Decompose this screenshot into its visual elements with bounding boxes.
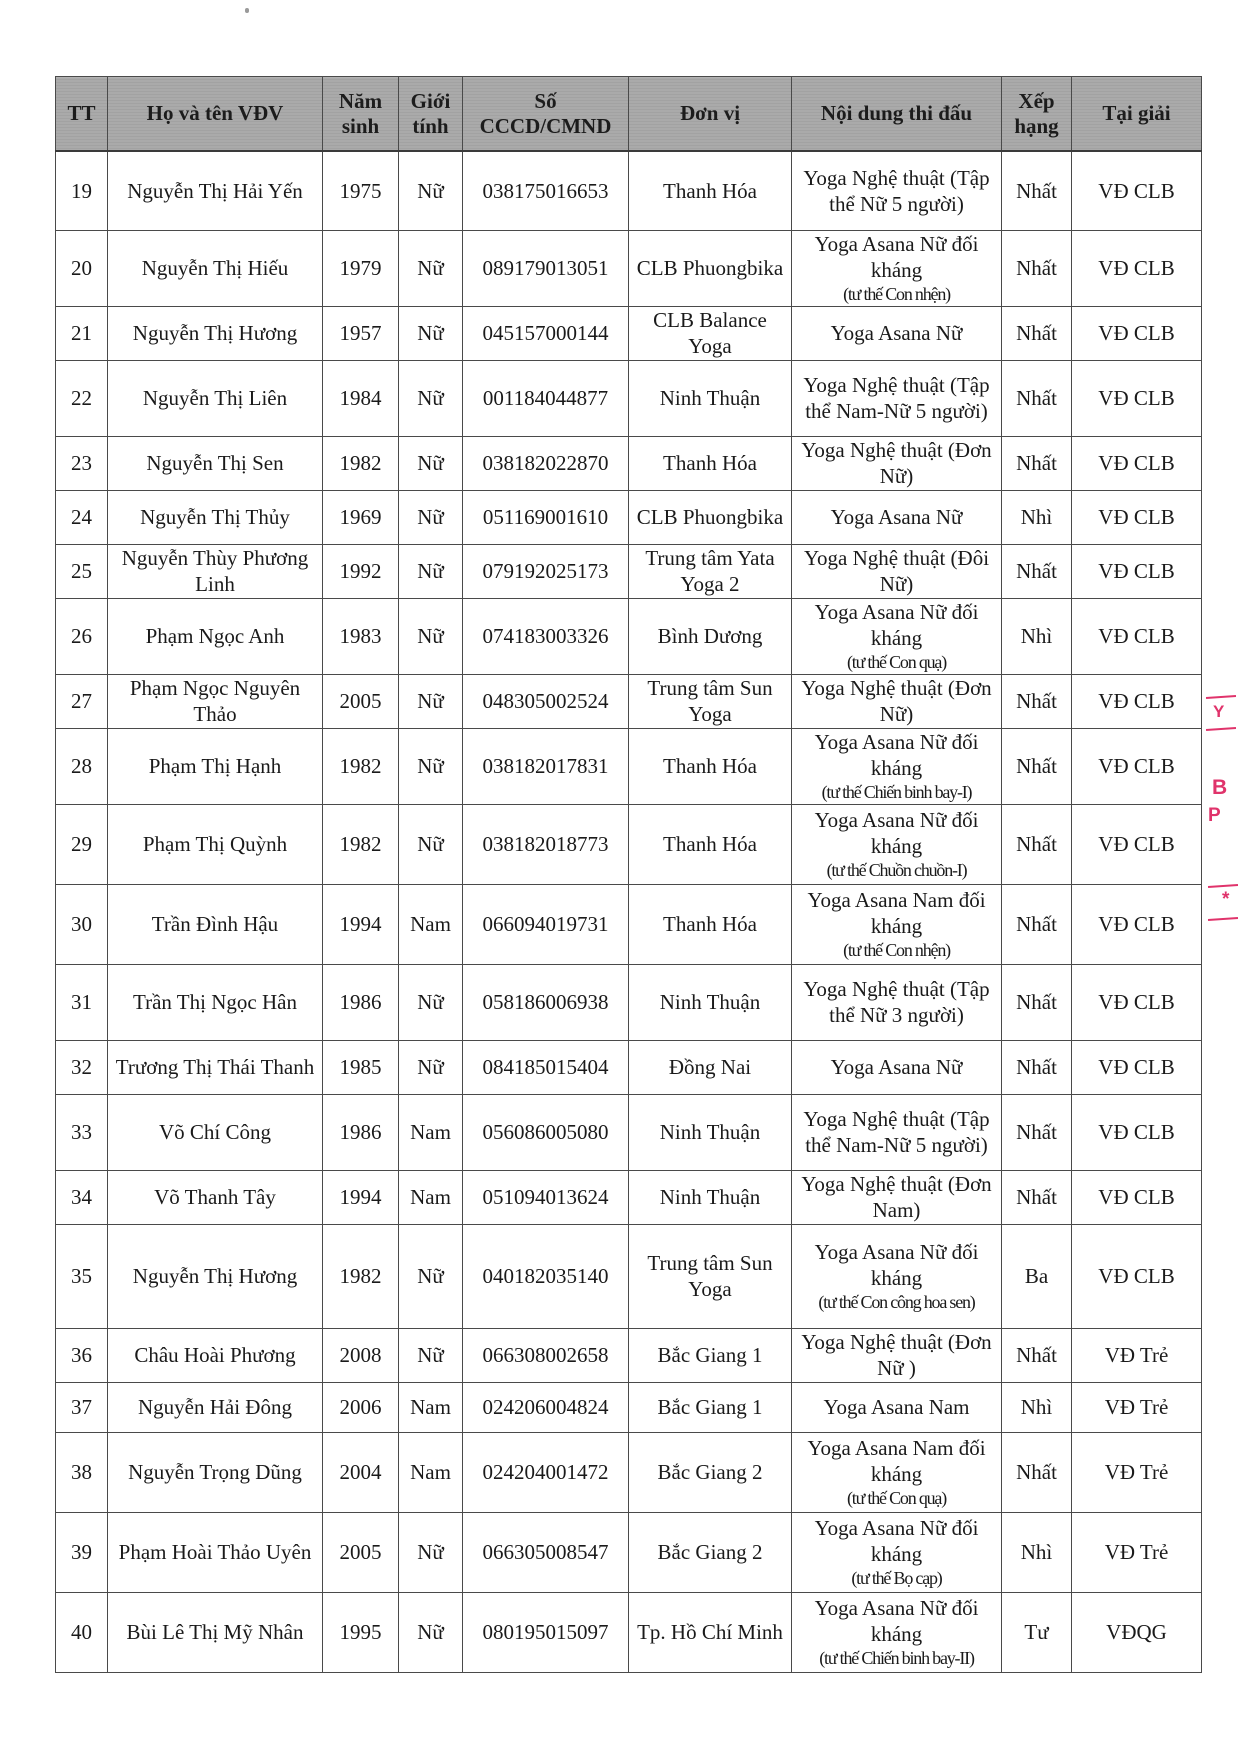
cell-birth-year: 1975 (323, 151, 399, 230)
cell-tt: 25 (56, 544, 108, 598)
cell-tt: 32 (56, 1040, 108, 1094)
cell-id-number: 040182035140 (463, 1224, 629, 1328)
cell-tournament: VĐ CLB (1072, 151, 1202, 230)
stamp-fragment: Y (1213, 702, 1225, 721)
table-row (56, 151, 1202, 230)
cell-tt: 39 (56, 1512, 108, 1592)
cell-name: Trần Đình Hậu (108, 884, 323, 964)
cell-rank: Tư (1002, 1592, 1072, 1672)
cell-rank: Nhì (1002, 598, 1072, 674)
cell-gender: Nam (399, 1094, 463, 1170)
event-pose: (tư thế Con quạ) (846, 652, 947, 672)
cell-tournament: VĐ CLB (1072, 598, 1202, 674)
header-event: Nội dung thi đấu (792, 77, 1002, 152)
table-row (56, 436, 1202, 490)
cell-unit: Bắc Giang 1 (629, 1382, 792, 1432)
cell-rank: Nhì (1002, 1382, 1072, 1432)
cell-birth-year: 1984 (323, 360, 399, 436)
cell-birth-year: 1982 (323, 1224, 399, 1328)
cell-gender: Nữ (399, 436, 463, 490)
cell-id-number: 066305008547 (463, 1512, 629, 1592)
cell-tt: 33 (56, 1094, 108, 1170)
table-row (56, 728, 1202, 804)
cell-name: Võ Chí Công (108, 1094, 323, 1170)
event-pose: (tư thế Chuồn chuồn-I) (826, 860, 967, 880)
event-label: Yoga Asana Nữ (830, 321, 963, 345)
event-label: Yoga Nghệ thuật (Đôi Nữ) (803, 546, 990, 596)
cell-id-number: 056086005080 (463, 1094, 629, 1170)
event-label: Yoga Asana Nam (823, 1395, 970, 1419)
cell-name: Phạm Ngọc Nguyên Thảo (108, 674, 323, 728)
cell-event (792, 1328, 1002, 1382)
cell-tournament: VĐ Trẻ (1072, 1432, 1202, 1512)
cell-unit: Thanh Hóa (629, 436, 792, 490)
cell-rank: Nhì (1002, 490, 1072, 544)
cell-id-number: 048305002524 (463, 674, 629, 728)
cell-birth-year: 1986 (323, 1094, 399, 1170)
cell-rank: Nhất (1002, 151, 1072, 230)
cell-gender: Nữ (399, 544, 463, 598)
cell-rank: Nhất (1002, 728, 1072, 804)
stamp-line (1206, 727, 1236, 731)
cell-tournament: VĐ CLB (1072, 544, 1202, 598)
cell-tt: 29 (56, 804, 108, 884)
cell-name: Châu Hoài Phương (108, 1328, 323, 1382)
cell-tournament: VĐ CLB (1072, 728, 1202, 804)
cell-name: Phạm Ngọc Anh (108, 598, 323, 674)
cell-tournament: VĐ Trẻ (1072, 1382, 1202, 1432)
stamp-fragment: * (1222, 889, 1230, 910)
cell-name: Nguyễn Hải Đông (108, 1382, 323, 1432)
cell-id-number: 001184044877 (463, 360, 629, 436)
cell-unit: Bắc Giang 1 (629, 1328, 792, 1382)
cell-id-number: 038175016653 (463, 151, 629, 230)
cell-name: Phạm Thị Hạnh (108, 728, 323, 804)
event-label: Yoga Asana Nữ (830, 505, 963, 529)
cell-rank: Nhất (1002, 1432, 1072, 1512)
cell-tt: 21 (56, 306, 108, 360)
cell-name: Nguyễn Thùy Phương Linh (108, 544, 323, 598)
cell-unit: Đồng Nai (629, 1040, 792, 1094)
cell-tt: 20 (56, 230, 108, 306)
cell-rank: Nhất (1002, 1328, 1072, 1382)
cell-birth-year: 1994 (323, 1170, 399, 1224)
table-row (56, 490, 1202, 544)
event-label: Yoga Asana Nữ (830, 1055, 963, 1079)
cell-event (792, 544, 1002, 598)
cell-id-number: 066308002658 (463, 1328, 629, 1382)
cell-rank: Nhì (1002, 1512, 1072, 1592)
cell-birth-year: 2004 (323, 1432, 399, 1512)
cell-name: Trần Thị Ngọc Hân (108, 964, 323, 1040)
table-row (56, 306, 1202, 360)
cell-gender: Nam (399, 1382, 463, 1432)
cell-birth-year: 1986 (323, 964, 399, 1040)
cell-id-number: 024206004824 (463, 1382, 629, 1432)
cell-birth-year: 2006 (323, 1382, 399, 1432)
cell-name: Phạm Thị Quỳnh (108, 804, 323, 884)
cell-birth-year: 1979 (323, 230, 399, 306)
cell-rank: Nhất (1002, 804, 1072, 884)
cell-gender: Nữ (399, 804, 463, 884)
cell-rank: Nhất (1002, 230, 1072, 306)
table-row (56, 884, 1202, 964)
cell-event (792, 1432, 1002, 1512)
table-row (56, 804, 1202, 884)
event-label: Yoga Nghệ thuật (Tập thể Nam-Nữ 5 người) (803, 373, 990, 423)
cell-tt: 31 (56, 964, 108, 1040)
cell-event (792, 306, 1002, 360)
cell-unit: CLB Balance Yoga (629, 306, 792, 360)
cell-name: Nguyễn Thị Thủy (108, 490, 323, 544)
event-label: Yoga Asana Nữ đối kháng (814, 730, 979, 780)
event-label: Yoga Asana Nữ đối kháng (814, 1596, 979, 1646)
cell-tournament: VĐ CLB (1072, 884, 1202, 964)
cell-tournament: VĐ CLB (1072, 230, 1202, 306)
cell-id-number: 038182022870 (463, 436, 629, 490)
cell-event (792, 1224, 1002, 1328)
cell-rank: Nhất (1002, 1040, 1072, 1094)
cell-name: Võ Thanh Tây (108, 1170, 323, 1224)
cell-gender: Nữ (399, 728, 463, 804)
cell-tournament: VĐ CLB (1072, 490, 1202, 544)
header-id-number: Số CCCD/CMND (463, 77, 629, 152)
cell-id-number: 084185015404 (463, 1040, 629, 1094)
event-label: Yoga Asana Nữ đối kháng (814, 1516, 979, 1566)
cell-id-number: 038182018773 (463, 804, 629, 884)
cell-tournament: VĐ CLB (1072, 1040, 1202, 1094)
scan-speck (245, 8, 249, 13)
cell-tt: 23 (56, 436, 108, 490)
cell-event (792, 1512, 1002, 1592)
cell-tournament: VĐ CLB (1072, 360, 1202, 436)
cell-id-number: 045157000144 (463, 306, 629, 360)
event-label: Yoga Asana Nữ đối kháng (814, 232, 979, 282)
cell-rank: Nhất (1002, 884, 1072, 964)
cell-name: Phạm Hoài Thảo Uyên (108, 1512, 323, 1592)
cell-event (792, 964, 1002, 1040)
cell-birth-year: 1957 (323, 306, 399, 360)
cell-unit: Ninh Thuận (629, 1094, 792, 1170)
cell-id-number: 080195015097 (463, 1592, 629, 1672)
cell-gender: Nữ (399, 151, 463, 230)
cell-birth-year: 2005 (323, 1512, 399, 1592)
cell-tournament: VĐ Trẻ (1072, 1512, 1202, 1592)
cell-rank: Nhất (1002, 436, 1072, 490)
cell-gender: Nữ (399, 1040, 463, 1094)
header-tt: TT (56, 77, 108, 152)
table-row (56, 1592, 1202, 1672)
cell-birth-year: 1992 (323, 544, 399, 598)
header-name: Họ và tên VĐV (108, 77, 323, 152)
cell-tt: 35 (56, 1224, 108, 1328)
stamp-fragment: P (1208, 805, 1221, 826)
event-label: Yoga Asana Nam đối kháng (807, 888, 986, 938)
header-birth-year: Năm sinh (323, 77, 399, 152)
event-label: Yoga Nghệ thuật (Đơn Nam) (801, 1172, 992, 1222)
cell-unit: Thanh Hóa (629, 884, 792, 964)
header-gender: Giới tính (399, 77, 463, 152)
header-unit: Đơn vị (629, 77, 792, 152)
cell-gender: Nữ (399, 674, 463, 728)
cell-id-number: 051169001610 (463, 490, 629, 544)
event-pose: (tư thế Con nhện) (843, 940, 950, 960)
cell-id-number: 051094013624 (463, 1170, 629, 1224)
table-row (56, 544, 1202, 598)
cell-tt: 19 (56, 151, 108, 230)
event-pose: (tư thế Con quạ) (846, 1488, 947, 1508)
cell-birth-year: 1982 (323, 728, 399, 804)
results-table (55, 76, 1202, 1673)
cell-unit: Bình Dương (629, 598, 792, 674)
header-row (56, 77, 1202, 152)
cell-tournament: VĐ CLB (1072, 1094, 1202, 1170)
cell-birth-year: 1969 (323, 490, 399, 544)
cell-gender: Nữ (399, 1512, 463, 1592)
cell-birth-year: 1982 (323, 804, 399, 884)
cell-id-number: 024204001472 (463, 1432, 629, 1512)
cell-tt: 38 (56, 1432, 108, 1512)
cell-tournament: VĐ CLB (1072, 674, 1202, 728)
cell-unit: Bắc Giang 2 (629, 1432, 792, 1512)
table-row (56, 360, 1202, 436)
event-label: Yoga Asana Nam đối kháng (807, 1436, 986, 1486)
cell-birth-year: 1985 (323, 1040, 399, 1094)
cell-tt: 28 (56, 728, 108, 804)
event-label: Yoga Nghệ thuật (Đơn Nữ ) (801, 1330, 992, 1380)
cell-tournament: VĐ CLB (1072, 1170, 1202, 1224)
table-row (56, 1170, 1202, 1224)
cell-unit: Ninh Thuận (629, 1170, 792, 1224)
table-row (56, 230, 1202, 306)
cell-tt: 30 (56, 884, 108, 964)
table-row (56, 598, 1202, 674)
cell-id-number: 066094019731 (463, 884, 629, 964)
cell-unit: Thanh Hóa (629, 804, 792, 884)
event-label: Yoga Asana Nữ đối kháng (814, 1240, 979, 1290)
cell-name: Nguyễn Thị Hương (108, 306, 323, 360)
table-row (56, 964, 1202, 1040)
cell-event (792, 360, 1002, 436)
table-row (56, 1040, 1202, 1094)
cell-tournament: VĐ CLB (1072, 804, 1202, 884)
cell-name: Nguyễn Thị Hiếu (108, 230, 323, 306)
cell-tt: 37 (56, 1382, 108, 1432)
cell-unit: CLB Phuongbika (629, 490, 792, 544)
cell-event (792, 151, 1002, 230)
cell-event (792, 728, 1002, 804)
cell-name: Nguyễn Thị Sen (108, 436, 323, 490)
cell-gender: Nữ (399, 1328, 463, 1382)
cell-id-number: 079192025173 (463, 544, 629, 598)
cell-gender: Nữ (399, 230, 463, 306)
cell-tournament: VĐ CLB (1072, 964, 1202, 1040)
cell-event (792, 1094, 1002, 1170)
header-tournament: Tại giải (1072, 77, 1202, 152)
cell-tt: 26 (56, 598, 108, 674)
cell-birth-year: 2005 (323, 674, 399, 728)
cell-unit: Trung tâm Sun Yoga (629, 1224, 792, 1328)
event-pose: (tư thế Con công hoa sen) (818, 1292, 975, 1312)
event-pose: (tư thế Bọ cạp) (851, 1568, 942, 1588)
cell-rank: Nhất (1002, 544, 1072, 598)
cell-birth-year: 1994 (323, 884, 399, 964)
cell-tournament: VĐQG (1072, 1592, 1202, 1672)
cell-unit: Thanh Hóa (629, 151, 792, 230)
table-row (56, 674, 1202, 728)
cell-gender: Nam (399, 884, 463, 964)
cell-gender: Nam (399, 1170, 463, 1224)
table-row (56, 1512, 1202, 1592)
cell-event (792, 1170, 1002, 1224)
cell-tournament: VĐ Trẻ (1072, 1328, 1202, 1382)
cell-rank: Nhất (1002, 1170, 1072, 1224)
cell-gender: Nữ (399, 306, 463, 360)
cell-event (792, 598, 1002, 674)
cell-id-number: 074183003326 (463, 598, 629, 674)
cell-unit: Tp. Hồ Chí Minh (629, 1592, 792, 1672)
cell-tt: 24 (56, 490, 108, 544)
cell-name: Trương Thị Thái Thanh (108, 1040, 323, 1094)
cell-gender: Nữ (399, 1592, 463, 1672)
table-row (56, 1094, 1202, 1170)
cell-rank: Nhất (1002, 674, 1072, 728)
cell-gender: Nữ (399, 964, 463, 1040)
cell-tt: 22 (56, 360, 108, 436)
event-label: Yoga Nghệ thuật (Tập thể Nữ 3 người) (803, 977, 990, 1027)
event-label: Yoga Asana Nữ đối kháng (814, 600, 979, 650)
table-row (56, 1328, 1202, 1382)
cell-name: Nguyễn Thị Hương (108, 1224, 323, 1328)
header-rank: Xếp hạng (1002, 77, 1072, 152)
cell-name: Nguyễn Thị Hải Yến (108, 151, 323, 230)
cell-event (792, 674, 1002, 728)
cell-unit: Bắc Giang 2 (629, 1512, 792, 1592)
stamp-fragment: B (1212, 776, 1228, 799)
table-body (56, 151, 1202, 1672)
table-row (56, 1382, 1202, 1432)
event-label: Yoga Nghệ thuật (Tập thể Nữ 5 người) (803, 165, 990, 216)
cell-event (792, 490, 1002, 544)
cell-event (792, 804, 1002, 884)
cell-unit: Trung tâm Yata Yoga 2 (629, 544, 792, 598)
event-label: Yoga Nghệ thuật (Đơn Nữ) (801, 676, 992, 726)
cell-name: Nguyễn Thị Liên (108, 360, 323, 436)
event-pose: (tư thế Chiến binh bay-I) (821, 782, 972, 802)
cell-id-number: 058186006938 (463, 964, 629, 1040)
cell-unit: Trung tâm Sun Yoga (629, 674, 792, 728)
stamp-line (1206, 695, 1236, 699)
stamp-line (1208, 884, 1238, 888)
cell-birth-year: 1995 (323, 1592, 399, 1672)
event-pose: (tư thế Chiến binh bay-II) (819, 1648, 974, 1668)
cell-birth-year: 1982 (323, 436, 399, 490)
cell-rank: Ba (1002, 1224, 1072, 1328)
cell-tt: 40 (56, 1592, 108, 1672)
cell-tournament: VĐ CLB (1072, 1224, 1202, 1328)
cell-tt: 36 (56, 1328, 108, 1382)
cell-name: Bùi Lê Thị Mỹ Nhân (108, 1592, 323, 1672)
cell-rank: Nhất (1002, 1094, 1072, 1170)
cell-rank: Nhất (1002, 964, 1072, 1040)
event-label: Yoga Nghệ thuật (Tập thể Nam-Nữ 5 người) (803, 1107, 990, 1157)
cell-tournament: VĐ CLB (1072, 306, 1202, 360)
cell-name: Nguyễn Trọng Dũng (108, 1432, 323, 1512)
cell-event (792, 1040, 1002, 1094)
cell-tt: 27 (56, 674, 108, 728)
event-label: Yoga Asana Nữ đối kháng (814, 808, 979, 858)
cell-event (792, 884, 1002, 964)
cell-unit: Thanh Hóa (629, 728, 792, 804)
cell-unit: Ninh Thuận (629, 964, 792, 1040)
cell-gender: Nữ (399, 490, 463, 544)
cell-tournament: VĐ CLB (1072, 436, 1202, 490)
event-pose: (tư thế Con nhện) (843, 284, 950, 304)
cell-event (792, 436, 1002, 490)
cell-birth-year: 1983 (323, 598, 399, 674)
cell-event (792, 1382, 1002, 1432)
table-row (56, 1432, 1202, 1512)
cell-gender: Nam (399, 1432, 463, 1512)
cell-gender: Nữ (399, 1224, 463, 1328)
cell-gender: Nữ (399, 360, 463, 436)
cell-unit: Ninh Thuận (629, 360, 792, 436)
cell-rank: Nhất (1002, 306, 1072, 360)
cell-id-number: 038182017831 (463, 728, 629, 804)
event-label: Yoga Nghệ thuật (Đơn Nữ) (801, 438, 992, 488)
cell-rank: Nhất (1002, 360, 1072, 436)
cell-id-number: 089179013051 (463, 230, 629, 306)
stamp-line (1208, 917, 1238, 921)
cell-tt: 34 (56, 1170, 108, 1224)
cell-birth-year: 2008 (323, 1328, 399, 1382)
cell-event (792, 230, 1002, 306)
cell-event (792, 1592, 1002, 1672)
cell-unit: CLB Phuongbika (629, 230, 792, 306)
table-row (56, 1224, 1202, 1328)
cell-gender: Nữ (399, 598, 463, 674)
